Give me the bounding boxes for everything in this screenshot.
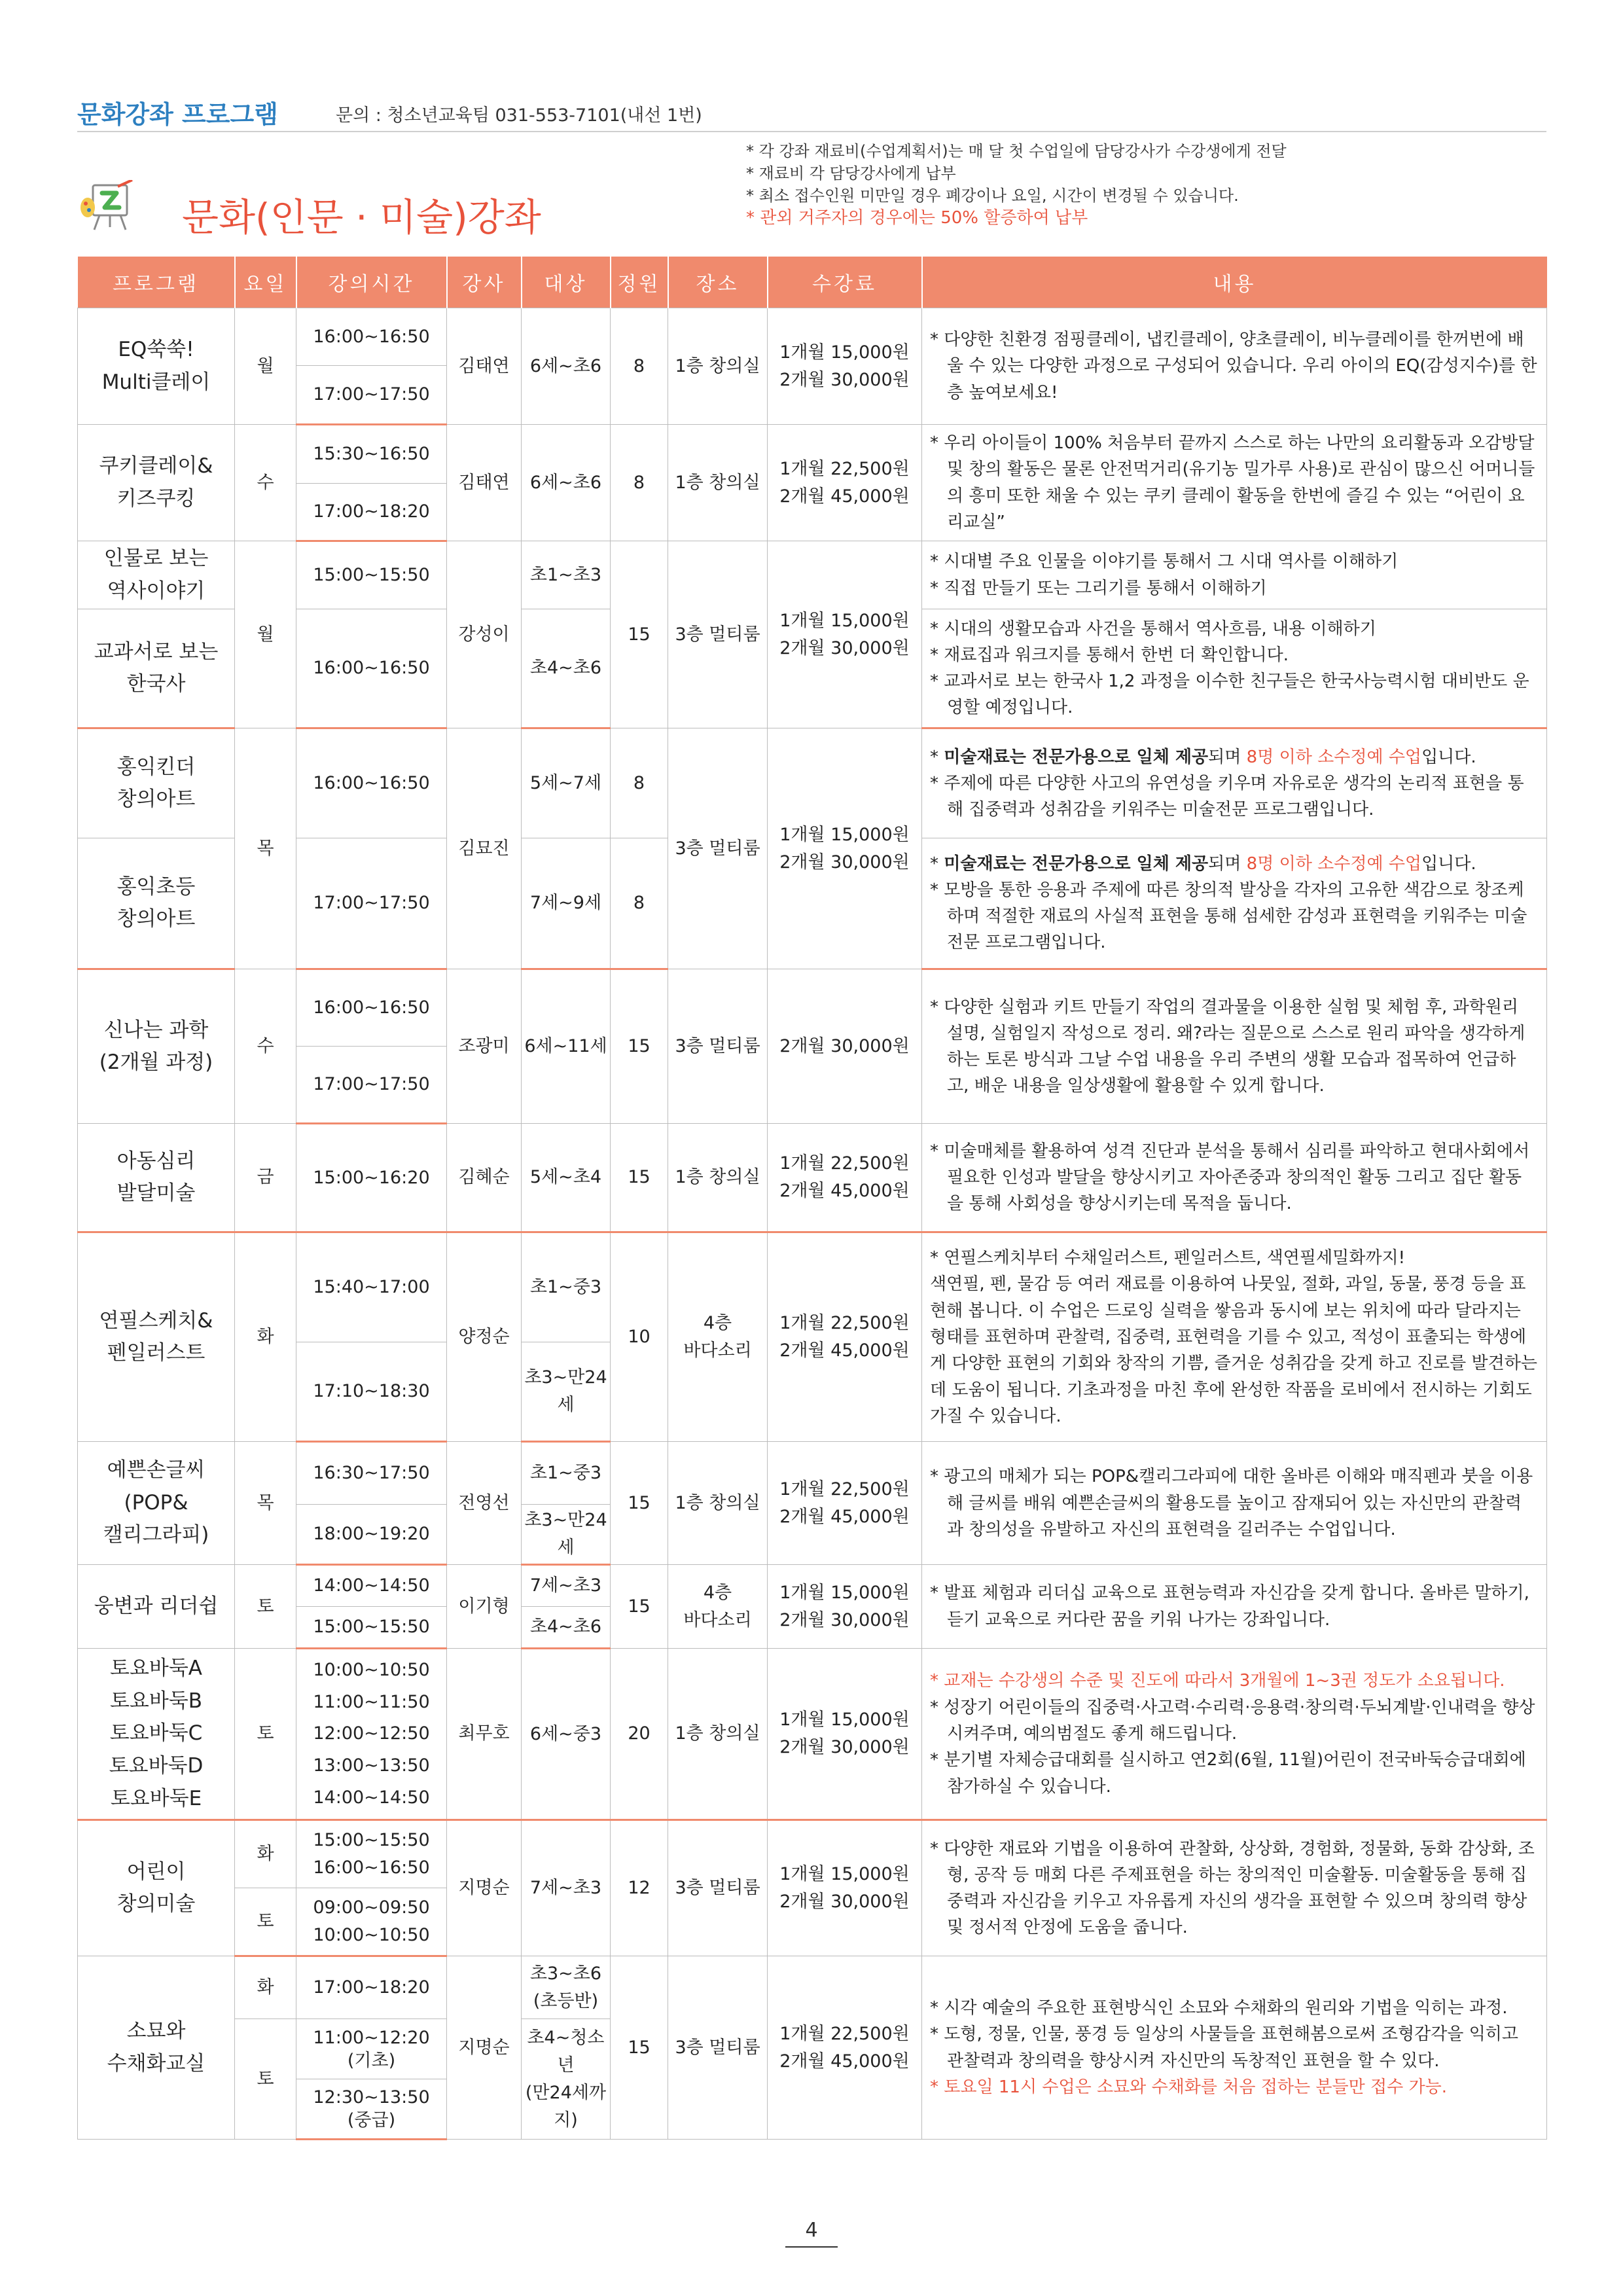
- content-text: * 연필스케치부터 수채일러스트, 펜일러스트, 색연필세밀화까지!: [930, 1248, 1406, 1268]
- target-cell: 초4~초6: [522, 1607, 611, 1649]
- content-text: * 모방을 통한 응용과 주제에 따른 창의적 발상을 각자의 고유한 색감으로 창조케 하며 적절한 재료의 사실적 표현을 통해 섬세한 감성과 표현력을 키워주는 미술 전문 프로그램입니다.: [930, 880, 1527, 953]
- page-number: 4: [805, 2219, 818, 2242]
- day-cell: 목: [235, 1442, 296, 1565]
- teacher-cell: 양정순: [447, 1232, 522, 1442]
- capacity-cell: 15: [611, 1565, 668, 1649]
- fee-cell: 1개월 15,000원 2개월 30,000원: [768, 1820, 922, 1956]
- table-row: [78, 1956, 1547, 2019]
- time-cell: 17:00~17:50: [296, 1047, 447, 1124]
- capacity-cell: 15: [611, 541, 668, 728]
- capacity-cell: 8: [611, 425, 668, 541]
- table-row: [78, 308, 1547, 366]
- content-text: * 재료집과 워크지를 통해서 한번 더 확인합니다.: [930, 645, 1289, 665]
- time-cell: 16:00~16:50: [296, 308, 447, 366]
- content-text: * 미술재료는 전문가용으로 일체 제공되며 8명 이하 소수정예 수업입니다.: [930, 853, 1476, 874]
- target-cell: 초1~중3: [522, 1442, 611, 1505]
- time-cell: 15:00~15:50: [296, 541, 447, 609]
- fee-cell: 1개월 15,000원 2개월 30,000원: [768, 541, 922, 728]
- place-cell: 3층 멀티룸: [668, 1820, 768, 1956]
- content-text: * 직접 만들기 또는 그리기를 통해서 이해하기: [930, 578, 1267, 598]
- program-name: 인물로 보는 역사이야기: [78, 541, 235, 609]
- fee-cell: 1개월 22,500원 2개월 45,000원: [768, 1442, 922, 1565]
- target-cell: 초3~만24세: [522, 1505, 611, 1565]
- target-cell: 초1~초3: [522, 541, 611, 609]
- column-header: 강의시간: [296, 257, 447, 308]
- column-header: 강사: [447, 257, 522, 308]
- content-cell: [922, 1565, 1547, 1649]
- capacity-cell: 8: [611, 728, 668, 838]
- fee-cell: 1개월 22,500원 2개월 45,000원: [768, 1956, 922, 2140]
- time-cell: 15:00~15:50: [296, 1607, 447, 1649]
- place-cell: 1층 창의실: [668, 425, 768, 541]
- fee-cell: 2개월 30,000원: [768, 969, 922, 1124]
- note-item: * 재료비 각 담당강사에게 납부: [746, 164, 956, 183]
- teacher-cell: 전영선: [447, 1442, 522, 1565]
- place-cell: 1층 창의실: [668, 1124, 768, 1232]
- place-cell: 1층 창의실: [668, 1442, 768, 1565]
- time-cell: 09:00~09:50 10:00~10:50: [296, 1888, 447, 1956]
- content-text: * 다양한 실험과 키트 만들기 작업의 결과물을 이용한 실험 및 체험 후, 과학원리 설명, 실험일지 작성으로 정리. 왜?라는 질문으로 스스로 원리 파악을 생각하게 하는 토론 방식과 그날 수업 내용을 우리 주변의 생활 모습과 접목하여 언급하고, 배운 내용을 일상생활에 활용할 수 있게 합니다.: [930, 997, 1525, 1096]
- content-text: * 성장기 어린이들의 집중력·사고력·수리력·응용력·창의력·두뇌계발·인내력을 향상시켜주며, 예의범절도 좋게 해드립니다.: [930, 1697, 1535, 1744]
- highlight-red: 8명 이하 소수정예 수업: [1246, 747, 1422, 767]
- content-text: * 교재는 수강생의 수준 및 진도에 따라서 3개월에 1~3권 정도가 소요됩니다.: [930, 1671, 1505, 1691]
- capacity-cell: 8: [611, 838, 668, 969]
- program-name: 어린이 창의미술: [78, 1820, 235, 1956]
- column-header: 정원: [611, 257, 668, 308]
- program-name: 쿠키클레이& 키즈쿠킹: [78, 425, 235, 541]
- teacher-cell: 김태연: [447, 425, 522, 541]
- note-item-highlight: * 관외 거주자의 경우에는 50% 할증하여 납부: [746, 208, 1088, 228]
- time-cell: 17:00~18:20: [296, 1956, 447, 2019]
- page-header: [77, 92, 1546, 132]
- time-cell: 16:00~16:50: [296, 728, 447, 838]
- table-row: [78, 541, 1547, 609]
- time-cell: 17:00~17:50: [296, 366, 447, 425]
- content-text: * 시대별 주요 인물을 이야기를 통해서 그 시대 역사를 이해하기: [930, 552, 1399, 572]
- teacher-cell: 지명순: [447, 1820, 522, 1956]
- time-cell: 15:30~16:50: [296, 425, 447, 484]
- section-title: 문화(인문 · 미술)강좌: [182, 195, 541, 240]
- text-fragment: 되며: [1208, 853, 1247, 874]
- program-name: EQ쑥쑥! Multi클레이: [78, 308, 235, 425]
- target-cell: 초4~초6: [522, 609, 611, 728]
- day-cell: 화: [235, 1820, 296, 1888]
- content-text: * 교과서로 보는 한국사 1,2 과정을 이수한 친구들은 한국사능력시험 대비반도 운영할 예정입니다.: [930, 672, 1529, 718]
- day-cell: 화: [235, 1956, 296, 2019]
- content-cell: [922, 838, 1547, 969]
- content-text: 색연필, 펜, 물감 등 여러 재료를 이용하여 나뭇잎, 절화, 과일, 동물, 풍경 등을 표현해 봅니다. 이 수업은 드로잉 실력을 쌓음과 동시에 보는 위치에 따라 달라지는 형태를 표현하며 관찰력, 집중력, 표현력을 기를 수 있고, 적성이 표출되는 학생에게 다양한 표현의 기회와 창작의 기쁨, 즐거운 성취감을 갖게 하고 진로를 발견하는데 도움이 됩니다. 기초과정을 마친 후에 완성한 작품을 로비에서 전시하는 기회도 가질 수 있습니다.: [930, 1274, 1538, 1426]
- target-cell: 7세~9세: [522, 838, 611, 969]
- day-cell: 수: [235, 425, 296, 541]
- content-cell: [922, 541, 1547, 609]
- teacher-cell: 조광미: [447, 969, 522, 1124]
- column-header: 대상: [522, 257, 611, 308]
- fee-cell: 1개월 22,500원 2개월 45,000원: [768, 425, 922, 541]
- content-text: * 도형, 정물, 인물, 풍경 등 일상의 사물들을 표현해봄으로써 조형감각을 익히고 관찰력과 창의력을 향상시켜 자신만의 독창적인 표현을 할 수 있다.: [930, 2024, 1519, 2071]
- highlight-bold: 미술재료는 전문가용으로 일체 제공: [944, 853, 1209, 874]
- capacity-cell: 15: [611, 969, 668, 1124]
- program-name: 소묘와 수채화교실: [78, 1956, 235, 2140]
- table-row: [78, 1442, 1547, 1505]
- teacher-cell: 김묘진: [447, 728, 522, 969]
- time-cell: 16:00~16:50: [296, 609, 447, 728]
- time-cell: 15:00~15:50 16:00~16:50: [296, 1820, 447, 1888]
- notes-list: [746, 140, 1544, 229]
- program-name: 교과서로 보는 한국사: [78, 609, 235, 728]
- program-name: 토요바둑A 토요바둑B 토요바둑C 토요바둑D 토요바둑E: [78, 1649, 235, 1820]
- content-text: * 광고의 매체가 되는 POP&캘리그라피에 대한 올바른 이해와 매직펜과 붓을 이용해 글씨를 배워 예쁜손글씨의 활용도를 높이고 잠재되어 있는 자신만의 관찰력과 창의성을 유발하고 자신의 표현력을 길러주는 수업입니다.: [930, 1467, 1533, 1539]
- time-cell: 17:00~17:50: [296, 838, 447, 969]
- capacity-cell: 15: [611, 1956, 668, 2140]
- place-cell: 3층 멀티룸: [668, 969, 768, 1124]
- fee-cell: 1개월 22,500원 2개월 45,000원: [768, 1124, 922, 1232]
- capacity-cell: 12: [611, 1820, 668, 1956]
- teacher-cell: 최무호: [447, 1649, 522, 1820]
- table-row: [78, 1124, 1547, 1232]
- contact-info: 문의 : 청소년교육팀 031-553-7101(내선 1번): [336, 105, 702, 126]
- content-cell: [922, 1124, 1547, 1232]
- table-row: [78, 1820, 1547, 1888]
- content-cell: [922, 609, 1547, 728]
- day-cell: 월: [235, 541, 296, 728]
- text-fragment: 되며: [1208, 747, 1247, 767]
- art-palette-icon: [80, 180, 139, 232]
- content-cell: [922, 1232, 1547, 1442]
- target-cell: 6세~초6: [522, 308, 611, 425]
- time-cell: 17:10~18:30: [296, 1342, 447, 1442]
- target-cell: 초1~중3: [522, 1232, 611, 1342]
- target-cell: 초3~만24세: [522, 1342, 611, 1442]
- teacher-cell: 강성이: [447, 541, 522, 728]
- table-row: [78, 1649, 1547, 1820]
- table-row: [78, 1232, 1547, 1342]
- day-cell: 목: [235, 728, 296, 969]
- program-name: 신나는 과학 (2개월 과정): [78, 969, 235, 1124]
- time-cell: 16:00~16:50: [296, 969, 447, 1047]
- table-row: [78, 969, 1547, 1047]
- content-text: * 미술매체를 활용하여 성격 진단과 분석을 통해서 심리를 파악하고 현대사회에서 필요한 인성과 발달을 향상시키고 자아존중과 창의적인 활동 그리고 집단 활동을 통해 사회성을 향상시키는데 목적을 둡니다.: [930, 1141, 1530, 1214]
- target-cell: 6세~초6: [522, 425, 611, 541]
- content-cell: [922, 425, 1547, 541]
- program-name: 홍익초등 창의아트: [78, 838, 235, 969]
- time-cell: 16:30~17:50: [296, 1442, 447, 1505]
- teacher-cell: 지명순: [447, 1956, 522, 2140]
- content-text: * 발표 체험과 리더십 교육으로 표현능력과 자신감을 갖게 합니다. 올바른 말하기, 듣기 교육으로 커다란 꿈을 키워 나가는 강좌입니다.: [930, 1583, 1529, 1630]
- day-cell: 토: [235, 2019, 296, 2140]
- program-name: 예쁜손글씨 (POP& 캘리그라피): [78, 1442, 235, 1565]
- capacity-cell: 15: [611, 1442, 668, 1565]
- column-header: 프로그램: [78, 257, 235, 308]
- content-text: * 시대의 생활모습과 사건을 통해서 역사흐름, 내용 이해하기: [930, 619, 1376, 639]
- highlight-red: 8명 이하 소수정예 수업: [1246, 853, 1422, 874]
- program-name: 아동심리 발달미술: [78, 1124, 235, 1232]
- target-cell: 7세~초3: [522, 1565, 611, 1607]
- content-cell: [922, 1442, 1547, 1565]
- time-cell: 14:00~14:50: [296, 1565, 447, 1607]
- content-cell: [922, 1820, 1547, 1956]
- program-name: 연필스케치& 펜일러스트: [78, 1232, 235, 1442]
- capacity-cell: 15: [611, 1124, 668, 1232]
- fee-cell: 1개월 15,000원 2개월 30,000원: [768, 1565, 922, 1649]
- time-cell: 15:00~16:20: [296, 1124, 447, 1232]
- fee-cell: 1개월 15,000원 2개월 30,000원: [768, 1649, 922, 1820]
- place-cell: 3층 멀티룸: [668, 541, 768, 728]
- time-cell: 18:00~19:20: [296, 1505, 447, 1565]
- day-cell: 수: [235, 969, 296, 1124]
- table-header-row: [78, 257, 1547, 308]
- teacher-cell: 이기형: [447, 1565, 522, 1649]
- table-row: [78, 425, 1547, 484]
- capacity-cell: 20: [611, 1649, 668, 1820]
- column-header: 수강료: [768, 257, 922, 308]
- target-cell: 초4~청소년 (만24세까지): [522, 2019, 611, 2140]
- content-cell: [922, 1956, 1547, 2140]
- place-cell: 3층 멀티룸: [668, 1956, 768, 2140]
- text-fragment: 입니다.: [1421, 747, 1476, 767]
- day-cell: 월: [235, 308, 296, 425]
- time-cell: 12:30~13:50 (중급): [296, 2079, 447, 2140]
- fee-cell: 1개월 15,000원 2개월 30,000원: [768, 728, 922, 969]
- place-cell: 1층 창의실: [668, 308, 768, 425]
- content-cell: [922, 969, 1547, 1124]
- table-row: [78, 728, 1547, 838]
- program-name: 웅변과 리더쉽: [78, 1565, 235, 1649]
- content-text: * 다양한 재료와 기법을 이용하여 관찰화, 상상화, 경험화, 정물화, 동화 감상화, 조형, 공작 등 매회 다른 주제표현을 하는 창의적인 미술활동. 미술활동을 통해 집중력과 자신감을 키우고 자유롭게 자신의 생각을 표현할 수 있으며 창의력 향상 및 정서적 안정에 도움을 줍니다.: [930, 1839, 1535, 1938]
- target-cell: 초3~초6 (초등반): [522, 1956, 611, 2019]
- time-cell: 11:00~12:20 (기초): [296, 2019, 447, 2079]
- column-header: 장소: [668, 257, 768, 308]
- target-cell: 7세~초3: [522, 1820, 611, 1956]
- page-number-underline: [785, 2246, 838, 2248]
- day-cell: 토: [235, 1565, 296, 1649]
- place-cell: 4층 바다소리: [668, 1565, 768, 1649]
- target-cell: 5세~7세: [522, 728, 611, 838]
- table-row: [78, 1565, 1547, 1607]
- day-cell: 금: [235, 1124, 296, 1232]
- content-cell: [922, 308, 1547, 425]
- capacity-cell: 8: [611, 308, 668, 425]
- teacher-cell: 김혜순: [447, 1124, 522, 1232]
- time-cell: 15:40~17:00: [296, 1232, 447, 1342]
- place-cell: 4층 바다소리: [668, 1232, 768, 1442]
- page-title: 문화강좌 프로그램: [77, 100, 278, 129]
- program-name: 홍익킨더 창의아트: [78, 728, 235, 838]
- content-text: * 미술재료는 전문가용으로 일체 제공되며 8명 이하 소수정예 수업입니다.: [930, 747, 1476, 767]
- highlight-bold: 미술재료는 전문가용으로 일체 제공: [944, 747, 1209, 767]
- content-text: * 시각 예술의 주요한 표현방식인 소묘와 수채화의 원리와 기법을 익히는 과정.: [930, 1998, 1508, 2018]
- text-fragment: 입니다.: [1421, 853, 1476, 874]
- note-item: * 최소 접수인원 미만일 경우 폐강이나 요일, 시간이 변경될 수 있습니다.: [746, 187, 1239, 205]
- program-table: [77, 257, 1547, 2140]
- time-cell: 17:00~18:20: [296, 484, 447, 541]
- teacher-cell: 김태연: [447, 308, 522, 425]
- content-cell: [922, 1649, 1547, 1820]
- content-text: * 다양한 친환경 점핑클레이, 냅킨클레이, 양초클레이, 비누클레이를 한꺼번에 배울 수 있는 다양한 과정으로 구성되어 있습니다. 우리 아이의 EQ(감성지수)를 한층 높여보세요!: [930, 330, 1537, 403]
- content-text: * 분기별 자체승급대회를 실시하고 연2회(6월, 11월)어린이 전국바둑승급대회에 참가하실 수 있습니다.: [930, 1750, 1526, 1797]
- fee-cell: 1개월 22,500원 2개월 45,000원: [768, 1232, 922, 1442]
- day-cell: 토: [235, 1888, 296, 1956]
- time-cell: 10:00~10:50 11:00~11:50 12:00~12:50 13:00~13:50 14:00~14:50: [296, 1649, 447, 1820]
- content-text: * 우리 아이들이 100% 처음부터 끝까지 스스로 하는 나만의 요리활동과 오감방달 및 창의 활동은 물론 안전먹거리(유기농 밀가루 사용)로 관심이 많으신 어머니들의 흥미 또한 채울 수 있는 쿠키 클레이 활동을 한번에 즐길 수 있는 “어린이 요리교실”: [930, 433, 1535, 532]
- target-cell: 6세~중3: [522, 1649, 611, 1820]
- place-cell: 1층 창의실: [668, 1649, 768, 1820]
- place-cell: 3층 멀티룸: [668, 728, 768, 969]
- content-text: * 토요일 11시 수업은 소묘와 수채화를 처음 접하는 분들만 접수 가능.: [930, 2077, 1448, 2097]
- fee-cell: 1개월 15,000원 2개월 30,000원: [768, 308, 922, 425]
- note-item: * 각 강좌 재료비(수업계획서)는 매 달 첫 수업일에 담당강사가 수강생에게 전달: [746, 142, 1287, 160]
- content-text: * 주제에 따른 다양한 사고의 유연성을 키우며 자유로운 생각의 논리적 표현을 통해 집중력과 성취감을 키워주는 미술전문 프로그램입니다.: [930, 774, 1524, 820]
- content-cell: [922, 728, 1547, 838]
- target-cell: 6세~11세: [522, 969, 611, 1124]
- target-cell: 5세~초4: [522, 1124, 611, 1232]
- day-cell: 토: [235, 1649, 296, 1820]
- column-header: 요일: [235, 257, 296, 308]
- day-cell: 화: [235, 1232, 296, 1442]
- capacity-cell: 10: [611, 1232, 668, 1442]
- column-header: 내용: [922, 257, 1547, 308]
